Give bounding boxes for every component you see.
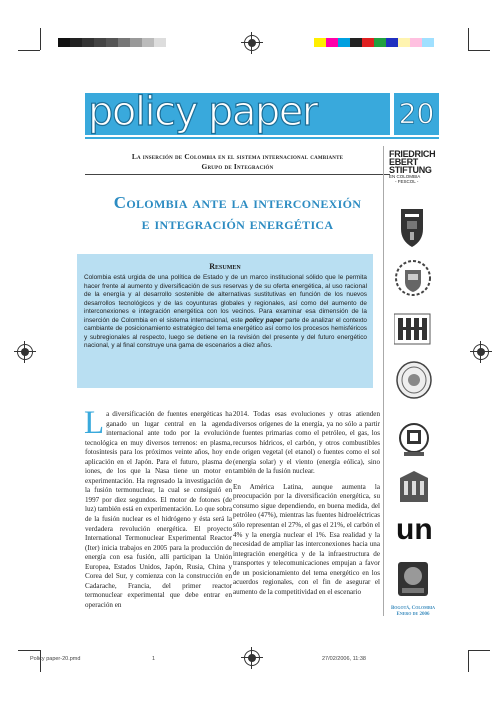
drop-cap: L — [84, 405, 105, 441]
body-paragraph: a diversificación de fuentes energéticas ha ganado un lugar central en la agenda internacional ante todo por la evolución tecnológica en muy diversos terrenos: en plasma, fotosíntesis para los próximos veinte años, hoy en aplicación en el Japón. Para el futuro, plasma de iones, de los que la Nasa tiene un motor en experimentación. Ha regresado la investigación de la fusión termonuclear, la cual se consiguió en 1997 por diez segundos. El motor de fotones (de luz) también está en experimentación. Lo que sobra de la fusión nuclear es el hidrógeno y ésta será la verdadera revolución energética. El proyecto International Termonuclear Experimental Reactor (Iter) inicia trabajos en 2005 para la producción de energía con esa fusión, allí participan la Unión Europea, Estados Unidos, Japón, Rusia, China y Corea del Sur, y comienza con la construcción en Cadarache, Francia, del primer reactor termonuclear experimental que debe entrar en operación en — [85, 410, 232, 609]
issue-number: 20 — [398, 97, 435, 130]
fescol-logo: FRIEDRICH EBERT STIFTUNG EN COLOMBIA - FESCOL - — [389, 149, 436, 184]
body-paragraph: En América Latina, aunque aumenta la preocupación por la diversificación energética, su consumo sigue dependiendo, en buena medida, del petróleo (47%), mientras las fuentes hidroeléctricas sólo representan el 27%, el gas el 21%, el carbón el 4% y la energía nuclear el 1%. Esa realidad y la necesidad de ampliar las interconexiones hacia una integración energética y de la infraestructura de transportes y telecomunicaciones empujan a favor de un posicionamiento del tema energético en los acuerdos regionales, con el fin de asegurar el aumento de la competitividad en el escenario — [233, 482, 380, 596]
university-crest-icon — [395, 205, 429, 254]
crop-mark — [468, 650, 469, 672]
grayscale-bar — [58, 38, 166, 47]
crop-mark — [18, 650, 40, 651]
coat-of-arms-icon — [393, 258, 433, 303]
sidebar-divider — [383, 146, 384, 616]
subtitle-rule — [85, 174, 390, 175]
banner-title: policy paper — [88, 89, 317, 135]
paper-title-line2: e integración energética — [141, 214, 334, 233]
registration-mark-right — [473, 344, 489, 360]
institution-shield-icon — [398, 422, 430, 463]
color-bar — [314, 38, 434, 47]
place-date: Bogotá, Colombia Enero de 2006 — [390, 606, 436, 617]
circular-seal-icon — [395, 360, 433, 405]
crop-mark — [468, 50, 490, 51]
abstract-emphasis: policy paper — [245, 316, 284, 324]
building-emblem-icon — [396, 468, 432, 513]
crop-mark — [468, 28, 469, 50]
university-medallion-icon — [396, 560, 430, 605]
footer-timestamp: 27/02/2006, 11:38 — [322, 656, 366, 662]
paper-title-line1: Colombia ante la interconexión — [113, 193, 362, 212]
abstract-heading: Resumen — [209, 262, 241, 271]
registration-mark-left — [17, 344, 33, 360]
registration-mark-bottom — [244, 650, 260, 666]
footer-page: 1 — [152, 656, 156, 662]
registration-mark-top — [244, 35, 260, 51]
un-logo: un — [396, 513, 433, 546]
body-column-left — [84, 405, 232, 616]
un-monogram-logo-icon — [394, 312, 432, 351]
crop-mark — [40, 28, 41, 50]
crop-mark — [468, 650, 490, 651]
body-paragraph: 2014. Todas esas evoluciones y otras atienden diversos orígenes de la energía, ya no sólo a partir de fuentes primarias como el petróleo, el gas, los recursos hídricos, el carbón, y otros combustibles de origen vegetal (el etanol) o fuentes como el sol (energía solar) y el viento (energía eólica), sino también de la fusión nuclear. — [233, 410, 380, 476]
body-column-right — [233, 410, 380, 603]
abstract-text: Colombia está urgida de una política de Estado y de un marco institucional sólido que le permita hacer frente al aumento y diversificación de sus reservas y de su oferta energética, al uso racional de la energía y al desarrollo sostenible de alternativas sustitutivas en función de los nuevos desarrollos tecnológicos y de las coyunturas globales y regionales, así como del aumento de interconexiones e integración energética con los vecinos. Para examinar esa dimensión de la inserción de Colombia en el sistema internacional, este policy paper parte de analizar el contexto cambiante de posicionamiento estratégico del tema energético así como los procesos hemisféricos y subregionales al respecto, luego se detiene en la revisión del presente y del futuro energético nacional, y al final construye una gama de escenarios a diez años. — [84, 274, 367, 350]
group-subtitle: Grupo de Integración — [201, 162, 274, 171]
footer-filename: Policy paper-20.pmd — [30, 656, 81, 662]
header-rule — [85, 137, 439, 139]
crop-mark — [18, 50, 40, 51]
series-subtitle: La inserción de Colombia en el sistema internacional cambiante — [131, 152, 344, 161]
